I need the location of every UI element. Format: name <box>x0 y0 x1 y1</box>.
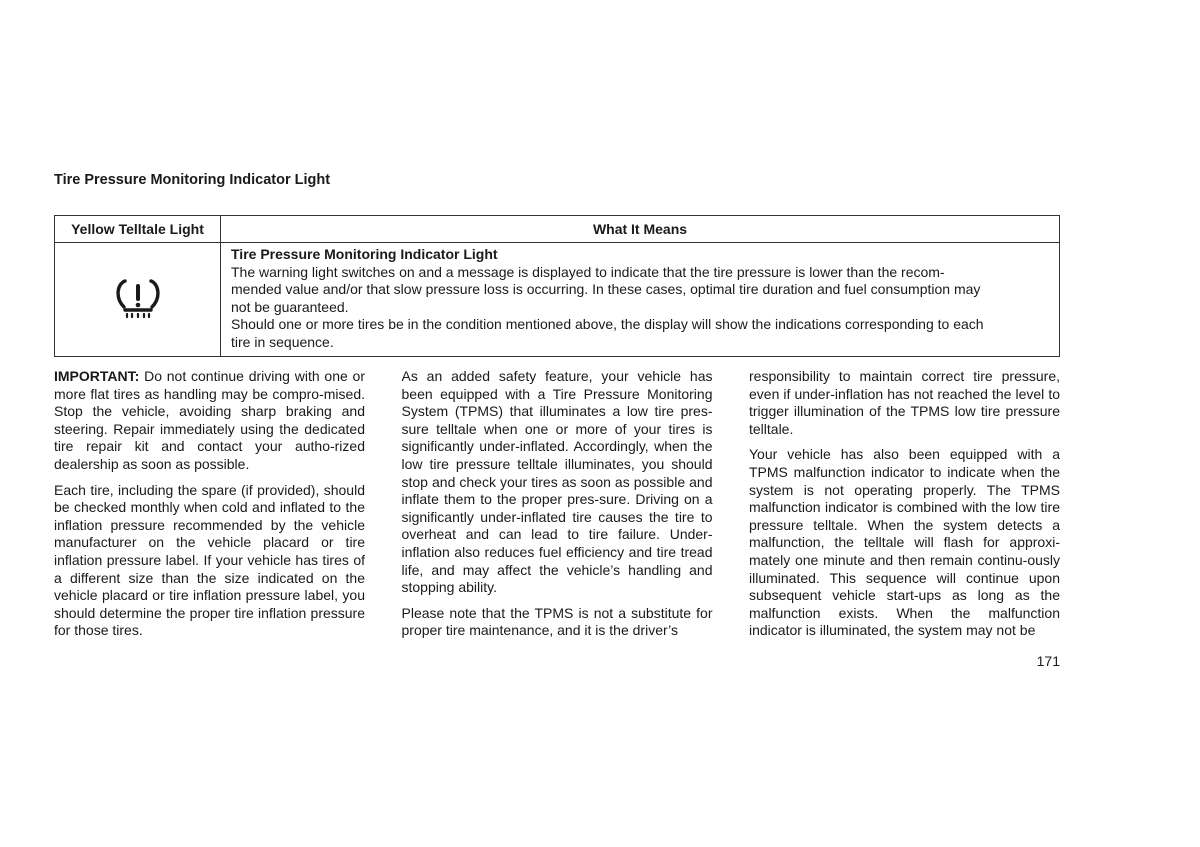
page-number: 171 <box>1036 653 1060 669</box>
column-2 <box>402 368 713 648</box>
table-row <box>55 243 1060 357</box>
telltale-table <box>54 215 1060 357</box>
row-line: not be guaranteed. <box>231 298 349 315</box>
paragraph: Each tire, including the spare (if provided), should be checked monthly when cold and inflated to the inflation pressure recommended by the vehicle manufacturer on the vehicle placard or tire inflation pressure label. If your vehicle has tires of a different size than the size indicated on the vehicle placard or tire inflation pressure label, you should determine the proper tire inflation pressure for those tires. <box>54 481 365 639</box>
row-line: tire in sequence. <box>231 333 334 350</box>
paragraph: Your vehicle has also been equipped with a TPMS malfunction indicator to indicate when the system is not operating properly. The TPMS malfunction indicator is combined with the low tire pressure telltale. When the system detects a malfunction, the telltale will flash for approxi-mately one minute and then remain continu-ously illuminated. This sequence will continue upon subsequent vehicle start-ups as long as the malfunction exists. When the malfunction indicator is illuminated, the system may not be <box>749 446 1060 639</box>
section-title: Tire Pressure Monitoring Indicator Light <box>54 172 331 188</box>
important-text: Do not continue driving with one or more flat tires as handling may be compro-mised. Stop the vehicle, avoiding sharp braking and steering. Repair immediately using the dedicated tire repair kit and contact your autho-rized dealership as soon as possible. <box>54 368 365 472</box>
icon-cell <box>55 243 221 357</box>
column-3 <box>749 368 1060 648</box>
tire-pressure-warning-icon <box>111 276 165 320</box>
body-columns <box>54 368 1060 648</box>
table-header-row <box>55 216 1060 243</box>
paragraph <box>54 368 365 474</box>
description-cell <box>221 243 1060 357</box>
row-line: mended value and/or that slow pressure loss is occurring. In these cases, optimal tire duration and fuel consumption may <box>231 281 981 298</box>
important-label: IMPORTANT: <box>54 368 140 384</box>
header-yellow-telltale-light: Yellow Telltale Light <box>55 216 221 243</box>
paragraph: As an added safety feature, your vehicle has been equipped with a Tire Pressure Monitoring System (TPMS) that illuminates a low tire pres-sure telltale when one or more of your tires is significantly under-inflated. Accordingly, when the low tire pressure telltale illuminates, you should stop and check your tires as soon as possible and inflate them to the proper pres-sure. Driving on a significantly under-inflated tire causes the tire to overheat and can lead to tire failure. Under-inflation also reduces fuel efficiency and tire tread life, and may affect the vehicle’s handling and stopping ability. <box>401 368 713 596</box>
row-line: The warning light switches on and a message is displayed to indicate that the tire pressure is lower than the recom- <box>231 263 945 280</box>
header-what-it-means: What It Means <box>221 216 1060 243</box>
paragraph: responsibility to maintain correct tire pressure, even if under-inflation has not reached the level to trigger illumination of the TPMS low tire pressure telltale. <box>749 368 1060 437</box>
paragraph: Please note that the TPMS is not a substitute for proper tire maintenance, and it is the driver’s <box>401 604 713 639</box>
row-title: Tire Pressure Monitoring Indicator Light <box>231 246 498 262</box>
column-1 <box>54 368 365 648</box>
row-line: Should one or more tires be in the condition mentioned above, the display will show the indications corresponding to each <box>231 316 984 333</box>
